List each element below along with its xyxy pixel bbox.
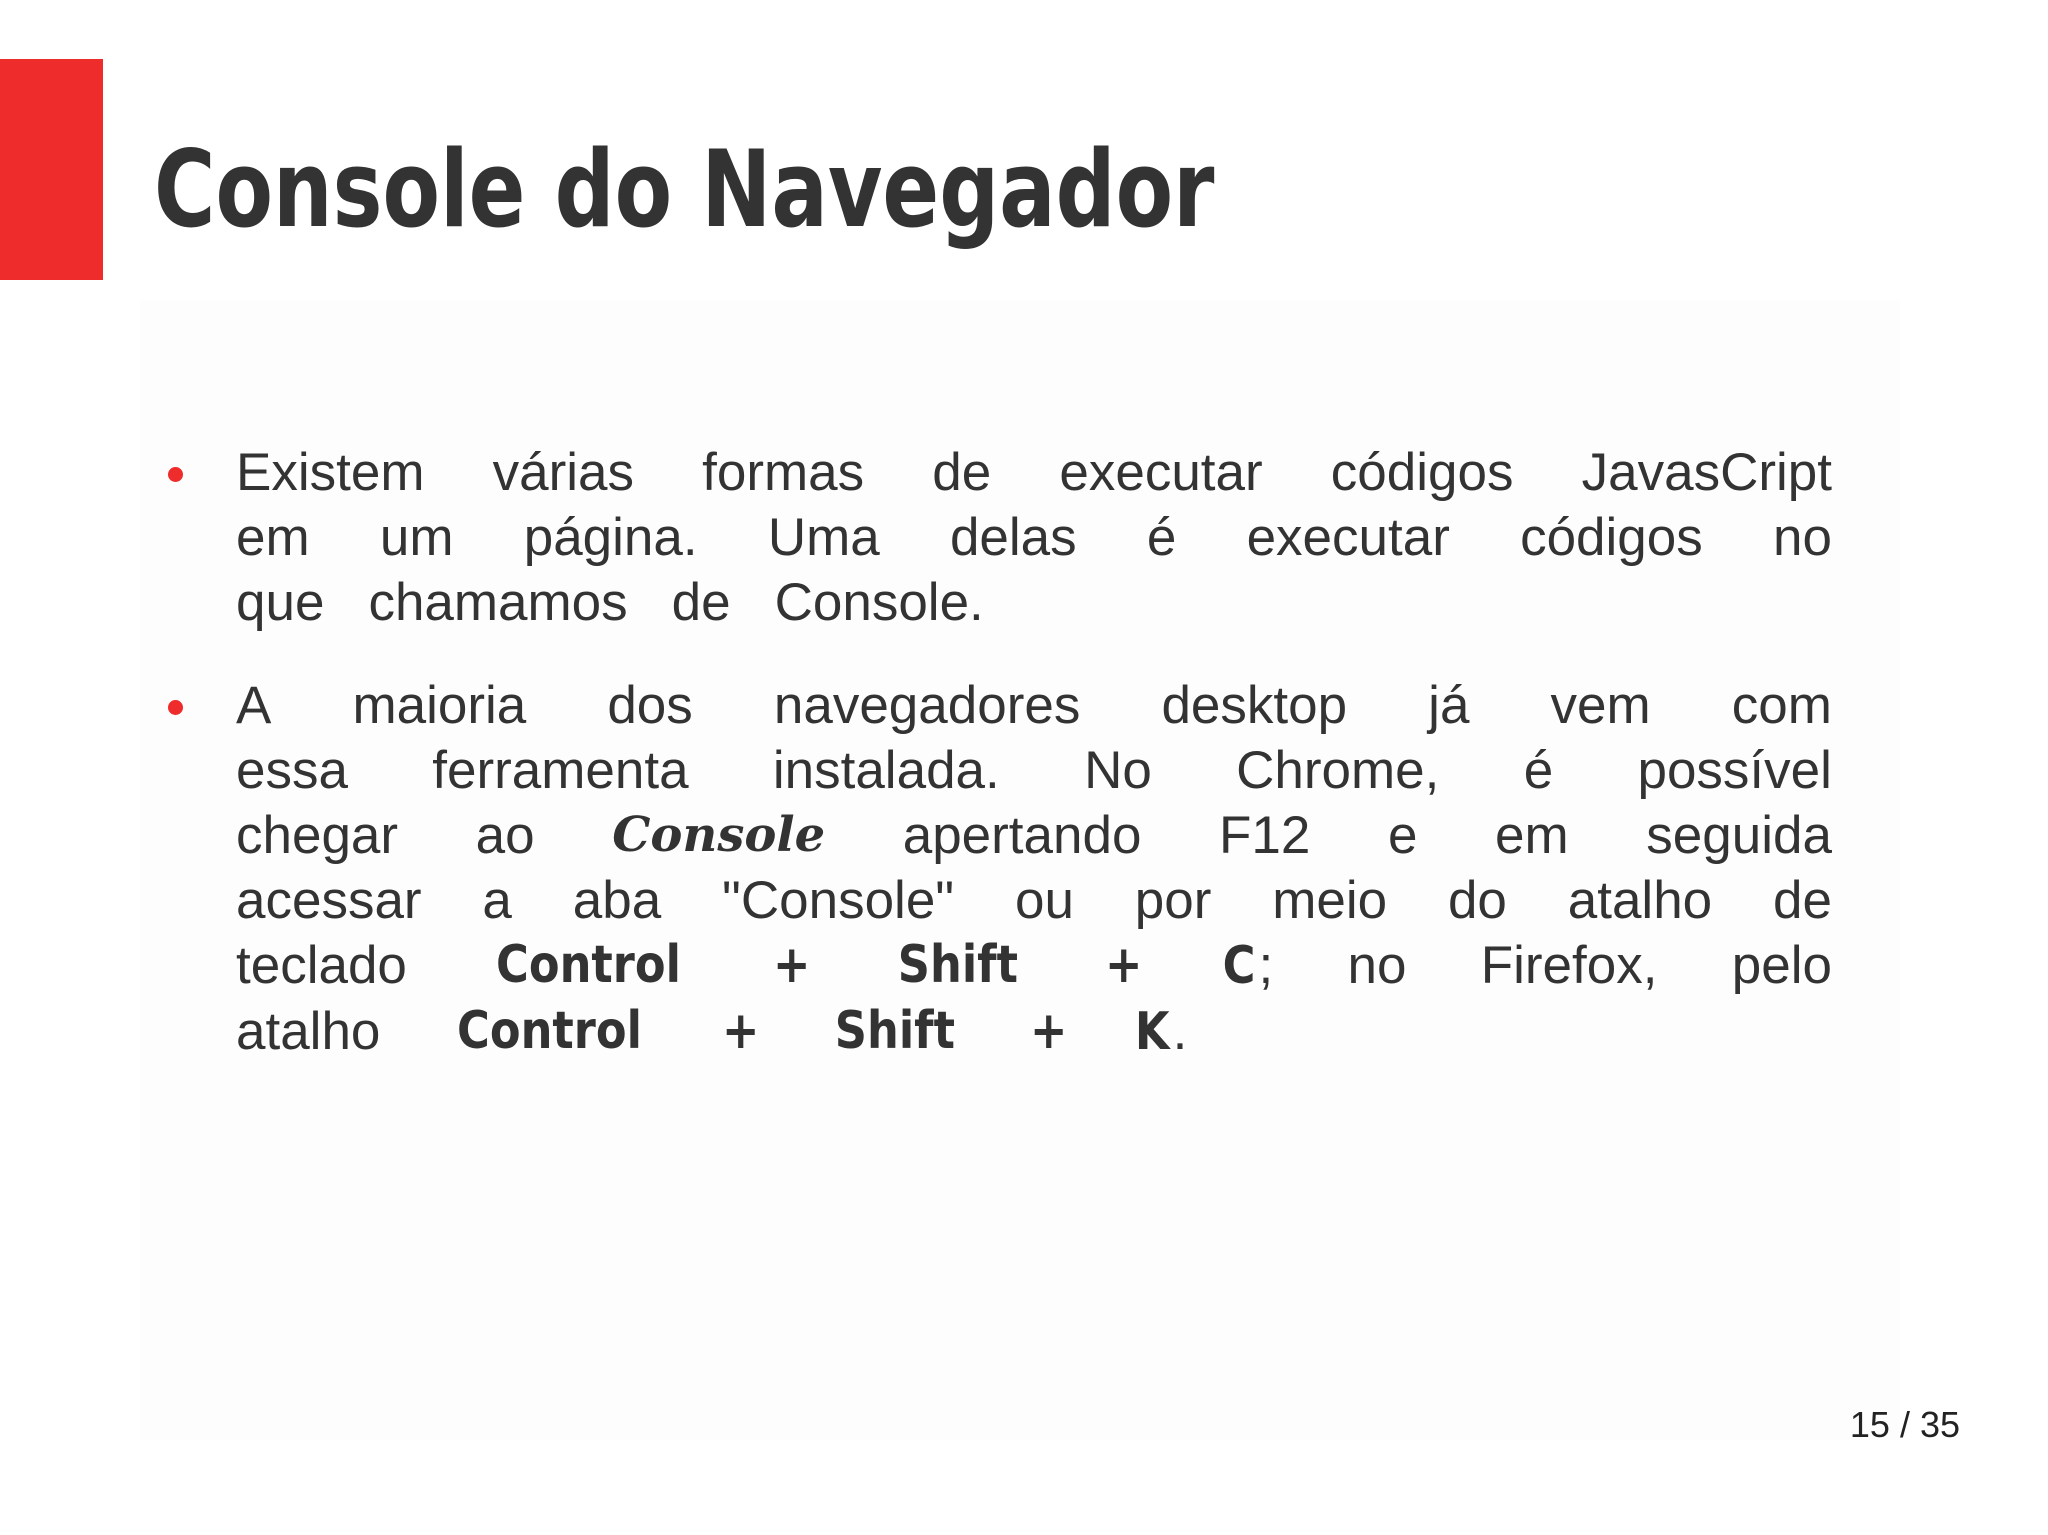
word: executar xyxy=(1059,443,1263,502)
word: delas xyxy=(949,508,1077,567)
word: possível xyxy=(1637,741,1832,800)
word: A xyxy=(236,676,272,735)
text-line xyxy=(236,440,1832,505)
word: F12 xyxy=(1219,806,1311,865)
word: chamamos xyxy=(368,573,628,632)
word: a xyxy=(482,871,512,930)
key-plus: + xyxy=(722,1001,760,1061)
word: teclado xyxy=(236,936,407,995)
bullet-item xyxy=(236,440,1832,635)
title-accent-bar xyxy=(0,59,103,280)
word: e xyxy=(1387,806,1418,865)
word: no xyxy=(1772,508,1832,567)
word: página. xyxy=(523,508,698,567)
text-line xyxy=(236,570,1832,635)
word: de xyxy=(671,573,731,632)
text-line xyxy=(236,933,1832,999)
word: atalho xyxy=(1567,871,1713,930)
punctuation: . xyxy=(1172,1002,1188,1061)
word: vem xyxy=(1550,676,1651,735)
text-line xyxy=(236,505,1832,570)
word: por xyxy=(1134,871,1212,930)
word: dos xyxy=(607,676,693,735)
word: executar xyxy=(1246,508,1450,567)
word: Uma xyxy=(767,508,880,567)
word: códigos xyxy=(1520,508,1703,567)
word: um xyxy=(379,508,454,567)
word: que xyxy=(236,573,325,632)
word: no xyxy=(1347,936,1407,995)
key-control: Control xyxy=(457,1001,643,1061)
word: em xyxy=(1495,806,1569,865)
bullet-marker-icon xyxy=(168,700,183,715)
console-keyword: Console xyxy=(612,807,826,863)
word: formas xyxy=(702,443,865,502)
word: maioria xyxy=(352,676,527,735)
word: instalada. xyxy=(772,741,1000,800)
word: JavasCript xyxy=(1581,443,1832,502)
text-line xyxy=(236,673,1832,738)
key-c: C xyxy=(1222,936,1256,996)
word: com xyxy=(1731,676,1832,735)
key-plus: + xyxy=(773,935,811,995)
key-shift: Shift xyxy=(834,1001,955,1061)
punctuation: ; xyxy=(1258,936,1274,995)
word: chegar xyxy=(236,806,399,865)
word: de xyxy=(1773,871,1832,930)
text-line xyxy=(236,803,1832,868)
word: já xyxy=(1428,676,1470,735)
word: do xyxy=(1447,871,1507,930)
word: apertando xyxy=(902,806,1142,865)
bullet-marker-icon xyxy=(168,467,183,482)
word: Chrome, xyxy=(1236,741,1440,800)
word: desktop xyxy=(1161,676,1348,735)
word: ferramenta xyxy=(432,741,689,800)
word: aba xyxy=(572,871,662,930)
key-plus: + xyxy=(1029,1001,1068,1061)
key-shift: Shift xyxy=(898,935,1019,995)
word: pelo xyxy=(1731,936,1832,995)
page-number: 15 / 35 xyxy=(1849,1404,1960,1445)
key-k-group xyxy=(1132,999,1187,1065)
text-line xyxy=(236,999,1832,1065)
bullet-list xyxy=(236,440,1832,1103)
word: Console. xyxy=(774,573,984,632)
word: Existem xyxy=(236,443,425,502)
word: "Console" xyxy=(722,871,955,930)
word: acessar xyxy=(236,871,422,930)
word: No xyxy=(1084,741,1152,800)
text-line xyxy=(236,738,1832,803)
word: de xyxy=(932,443,992,502)
word: ou xyxy=(1014,871,1074,930)
word: essa xyxy=(236,741,348,800)
word: navegadores xyxy=(773,676,1081,735)
word: meio xyxy=(1272,871,1388,930)
key-c-group xyxy=(1220,933,1273,999)
key-k: K xyxy=(1135,1002,1170,1062)
word: códigos xyxy=(1330,443,1514,502)
word: Firefox, xyxy=(1480,936,1658,995)
key-plus: + xyxy=(1105,935,1143,995)
bullet-item xyxy=(236,673,1832,1065)
word: seguida xyxy=(1646,806,1832,865)
word: é xyxy=(1523,741,1554,800)
slide-title: Console do Navegador xyxy=(154,128,1215,251)
key-control: Control xyxy=(496,935,682,995)
word: várias xyxy=(492,443,635,502)
text-line xyxy=(236,868,1832,933)
word: atalho xyxy=(236,1002,381,1061)
word: é xyxy=(1146,508,1177,567)
word: ao xyxy=(475,806,535,865)
word: em xyxy=(236,508,310,567)
